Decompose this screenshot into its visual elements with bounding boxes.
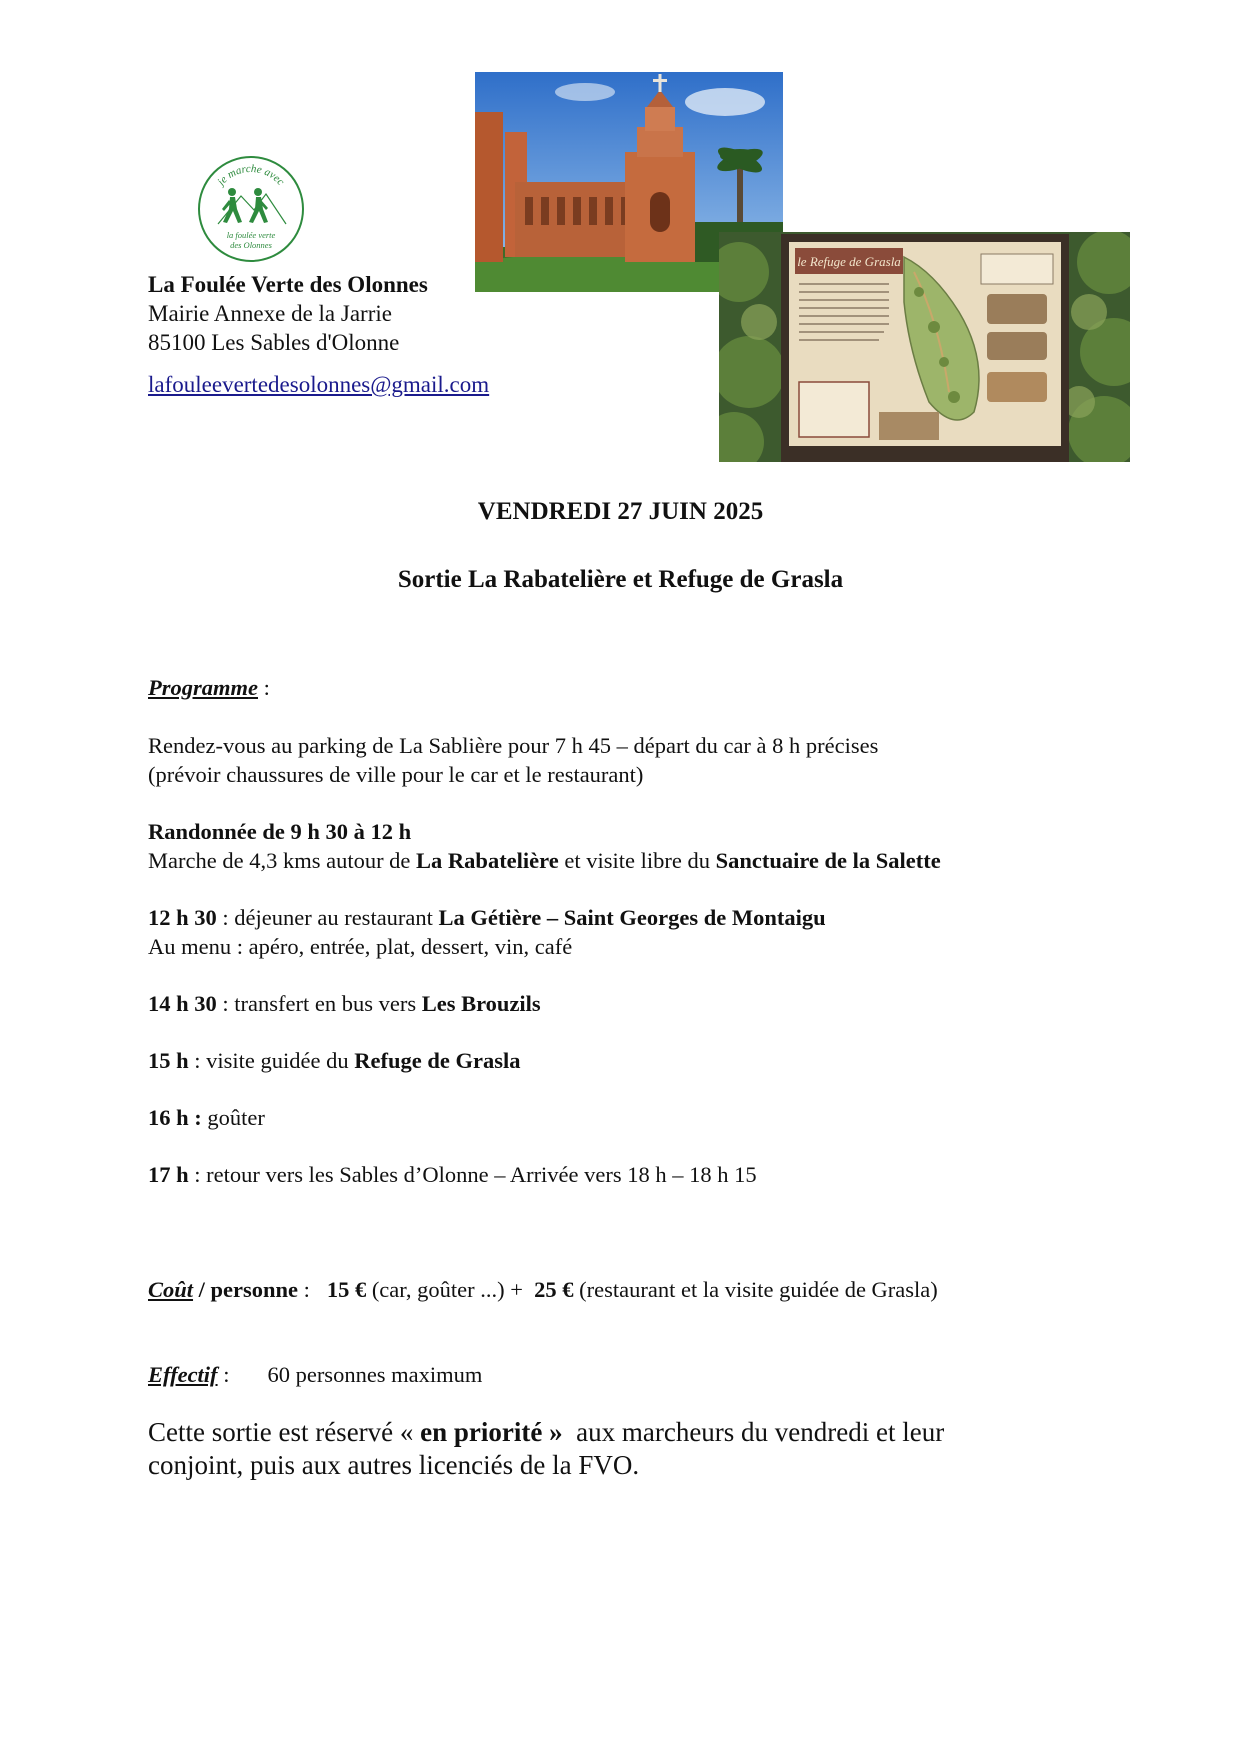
rando-detail: Marche de 4,3 kms autour de La Rabatelière et visite libre du Sanctuaire de la Salette — [148, 848, 941, 873]
cost-line: Coût / personne : 15 € (car, goûter ...) + 25 € (restaurant et la visite guidée de Grasla) — [148, 1277, 938, 1302]
address-line-1: Mairie Annexe de la Jarrie — [148, 301, 392, 326]
rdv-line-1: Rendez-vous au parking de La Sablière pour 7 h 45 – départ du car à 8 h précises — [148, 733, 879, 758]
schedule-1430: 14 h 30 : transfert en bus vers Les Brouzils — [148, 991, 541, 1016]
menu-line: Au menu : apéro, entrée, plat, dessert, vin, café — [148, 934, 573, 959]
programme-heading-line: Programme : — [148, 675, 270, 700]
email-link[interactable]: lafouleevertedesolonnes@gmail.com — [148, 372, 490, 397]
logo-inner-text-2: des Olonnes — [230, 240, 272, 250]
priority-note — [148, 1416, 944, 1482]
schedule-16: 16 h : goûter — [148, 1105, 265, 1130]
lunch-paragraph — [148, 903, 826, 961]
rdv-line-2: (prévoir chaussures de ville pour le car et le restaurant) — [148, 762, 644, 787]
map-sign-title: le Refuge de Grasla — [797, 254, 901, 269]
logo-inner-text-1: la foulée verte — [226, 230, 276, 240]
refuge-map-photo — [719, 232, 1130, 462]
cost-label: Coût — [148, 1277, 194, 1302]
rando-title: Randonnée de 9 h 30 à 12 h — [148, 819, 412, 844]
event-date-title: VENDREDI 27 JUIN 2025 — [477, 498, 764, 525]
org-name: La Foulée Verte des Olonnes — [148, 272, 428, 297]
rdv-paragraph — [148, 731, 878, 789]
note-line-1: Cette sortie est réservé « en priorité » aux marcheurs du vendredi et leur — [148, 1417, 945, 1447]
logo-arc-text: je marche avec — [215, 162, 287, 188]
effectif-line: Effectif : 60 personnes maximum — [148, 1362, 483, 1387]
lunch-line: 12 h 30 : déjeuner au restaurant La Gétière – Saint Georges de Montaigu — [148, 905, 826, 930]
schedule-15: 15 h : visite guidée du Refuge de Grasla — [148, 1048, 521, 1073]
rando-paragraph — [148, 817, 941, 875]
event-title: Sortie La Rabatelière et Refuge de Grasla — [397, 566, 844, 593]
effectif-label: Effectif — [148, 1362, 218, 1387]
schedule-17: 17 h : retour vers les Sables d’Olonne – Arrivée vers 18 h – 18 h 15 — [148, 1162, 757, 1187]
programme-heading: Programme — [148, 675, 258, 700]
effectif-value: 60 personnes maximum — [267, 1362, 483, 1387]
club-logo — [196, 154, 306, 264]
note-line-2: conjoint, puis aux autres licenciés de la FVO. — [148, 1450, 640, 1480]
address-line-2: 85100 Les Sables d'Olonne — [148, 330, 400, 355]
organization-address — [148, 270, 428, 357]
